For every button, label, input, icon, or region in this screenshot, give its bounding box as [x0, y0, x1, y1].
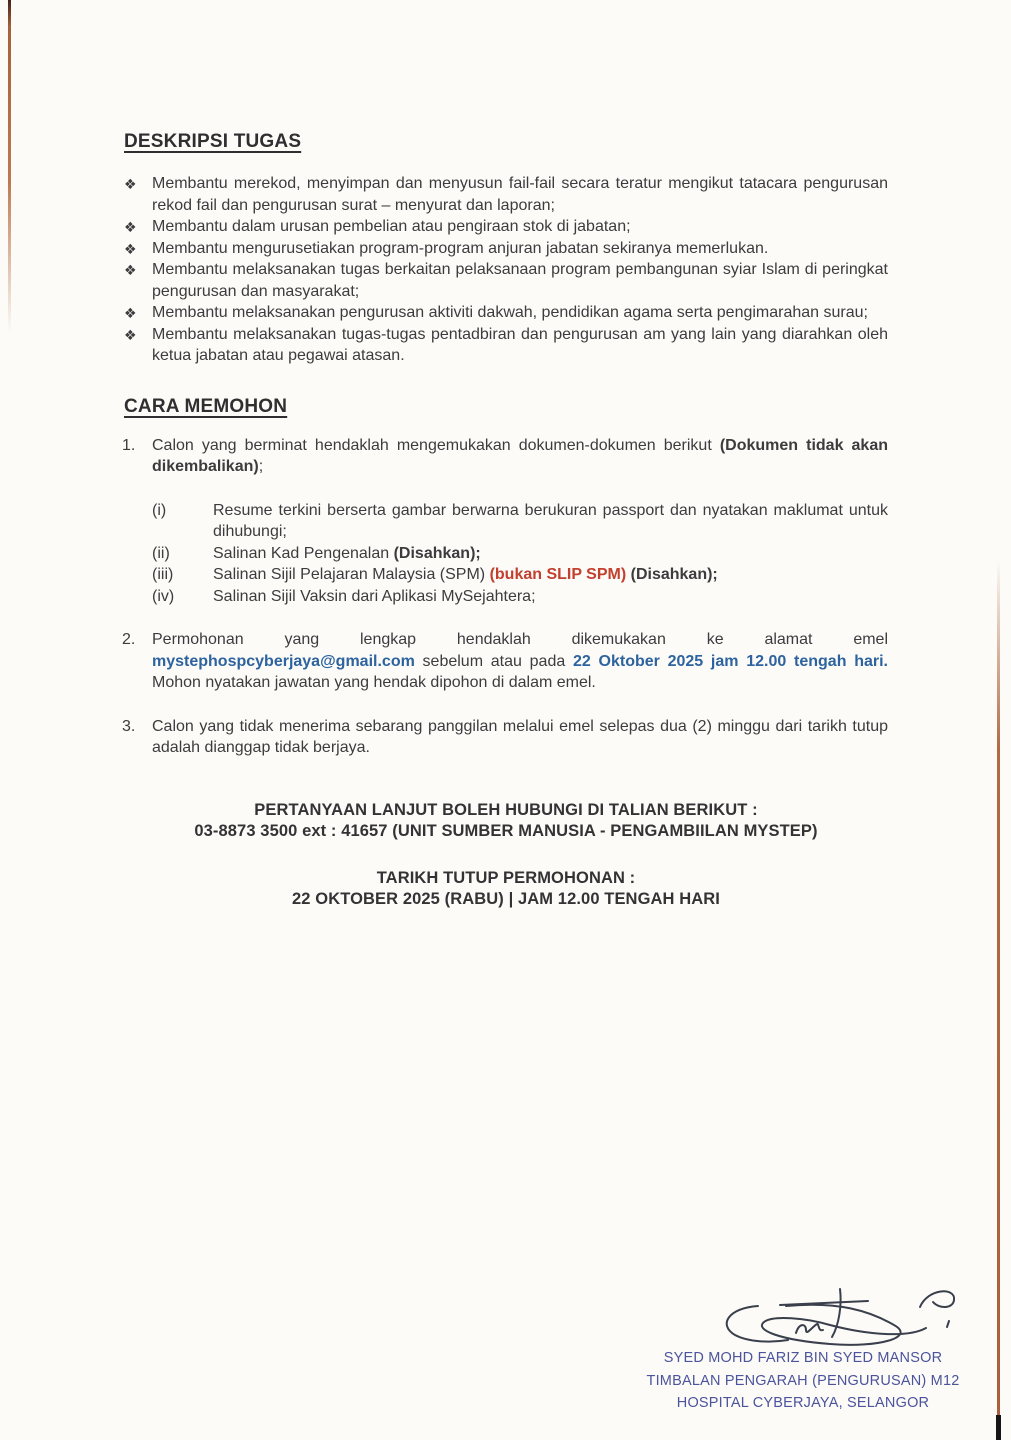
bullet-diamond-icon: ❖ — [124, 262, 137, 278]
step-number: 2. — [122, 631, 136, 648]
task-item — [124, 324, 888, 367]
step-number: 1. — [122, 436, 136, 454]
text-run: Calon yang berminat hendaklah mengemukakan dokumen-dokumen berikut — [152, 436, 720, 454]
task-item — [124, 302, 888, 324]
task-item — [124, 173, 888, 216]
bullet-diamond-icon: ❖ — [124, 219, 137, 235]
text-run: Mohon nyatakan jawatan yang hendak dipohon di dalam emel. — [152, 674, 596, 691]
section-heading-apply: CARA MEMOHON — [124, 395, 288, 417]
text-run: ; — [258, 458, 264, 475]
sub-item-marker: (ii) — [152, 544, 170, 562]
step-number: 3. — [122, 717, 136, 735]
task-item-text: Membantu melaksanakan pengurusan aktiviti dakwah, pendidikan agama serta pengimarahan surau; — [152, 304, 868, 321]
text-run: Calon yang tidak menerima sebarang panggilan melalui emel selepas dua (2) minggu dari tarikh tutup adalah dianggap tidak berjaya. — [152, 717, 888, 756]
text-run: (Disahkan); — [630, 566, 718, 583]
required-document-item — [152, 543, 888, 565]
required-document-item — [152, 500, 888, 543]
text-run: Salinan Kad Pengenalan — [213, 544, 394, 562]
task-item-text: Membantu merekod, menyimpan dan menyusun fail-fail secara teratur mengikut tatacara pengurusan rekod fail dan pengurusan surat – menyurat dan laporan; — [152, 175, 888, 214]
task-item-text: Membantu melaksanakan tugas-tugas pentadbiran dan pengurusan am yang lain yang diarahkan oleh ketua jabatan atau pegawai atasan. — [152, 325, 888, 364]
bullet-diamond-icon: ❖ — [124, 305, 137, 321]
step-text — [152, 435, 888, 478]
apply-step — [124, 716, 888, 759]
sub-item-marker: (i) — [152, 501, 167, 519]
text-run: sebelum atau pada — [414, 652, 573, 670]
signatory-organization: HOSPITAL CYBERJAYA, SELANGOR — [676, 1395, 930, 1411]
sub-item-text — [213, 545, 481, 562]
handwritten-signature — [668, 1280, 960, 1348]
step-text — [152, 629, 888, 694]
apply-step — [124, 435, 888, 608]
text-run: Permohonan yang lengkap hendaklah dikemukakan ke alamat emel — [152, 631, 888, 648]
apply-step — [124, 629, 888, 694]
task-item-text: Membantu mengurusetiakan program-program anjuran jabatan sekiranya memerlukan. — [152, 239, 769, 257]
deadline-block — [124, 868, 888, 911]
text-run: 22 Oktober 2025 jam 12.00 tengah hari. — [572, 652, 888, 670]
contact-line-1: PERTANYAAN LANJUT BOLEH HUBUNGI DI TALIAN BERIKUT : — [254, 800, 758, 819]
signatory-name: SYED MOHD FARIZ BIN SYED MANSOR — [663, 1350, 943, 1366]
required-document-item — [152, 564, 888, 586]
text-run: (Disahkan); — [393, 544, 481, 562]
signatory-block — [645, 1347, 961, 1415]
bullet-diamond-icon: ❖ — [124, 326, 137, 343]
sub-item-text — [213, 588, 536, 605]
section-heading-tasks: DESKRIPSI TUGAS — [124, 131, 302, 152]
task-item — [124, 238, 888, 260]
contact-line-2: 03-8873 3500 ext : 41657 (UNIT SUMBER MANUSIA - PENGAMBIILAN MYSTEP) — [194, 822, 818, 840]
task-item-text: Membantu melaksanakan tugas berkaitan pelaksanaan program pembangunan syiar Islam di peringkat pengurusan dan masyarakat; — [152, 261, 888, 300]
task-item-text: Membantu dalam urusan pembelian atau pengiraan stok di jabatan; — [152, 218, 631, 235]
apply-steps-list — [124, 435, 888, 759]
deadline-line-2: 22 OKTOBER 2025 (RABU) | JAM 12.00 TENGAH HARI — [292, 890, 720, 908]
scan-edge-right — [997, 560, 1000, 1418]
text-run: (bukan SLIP SPM) — [489, 566, 631, 583]
signatory-title: TIMBALAN PENGARAH (PENGURUSAN) M12 — [646, 1372, 960, 1389]
tasks-list — [124, 173, 888, 367]
sub-item-text — [213, 502, 888, 541]
text-run: mystephospcyberjaya@gmail.com — [152, 652, 415, 670]
scan-edge-corner — [996, 1415, 1001, 1440]
task-item — [124, 259, 888, 302]
text-run: Salinan Sijil Vaksin dari Aplikasi MySejahtera; — [213, 587, 536, 605]
text-run: (Dokumen tidak akan dikembalikan) — [152, 436, 888, 475]
deadline-line-1: TARIKH TUTUP PERMOHONAN : — [376, 868, 636, 887]
bullet-diamond-icon: ❖ — [124, 176, 137, 192]
text-run: Resume terkini berserta gambar berwarna berukuran passport dan nyatakan maklumat untuk dihubungi; — [213, 501, 888, 540]
document-sublist — [152, 500, 888, 608]
sub-item-text — [213, 566, 718, 583]
bullet-diamond-icon: ❖ — [124, 240, 137, 257]
contact-block — [124, 800, 888, 843]
step-text — [152, 716, 888, 759]
sub-item-marker: (iv) — [152, 587, 175, 605]
task-item — [124, 216, 888, 238]
text-run: Salinan Sijil Pelajaran Malaysia (SPM) — [213, 566, 490, 583]
document-body — [124, 0, 888, 911]
scan-edge-left — [8, 0, 11, 332]
sub-item-marker: (iii) — [152, 566, 174, 583]
required-document-item — [152, 586, 888, 608]
